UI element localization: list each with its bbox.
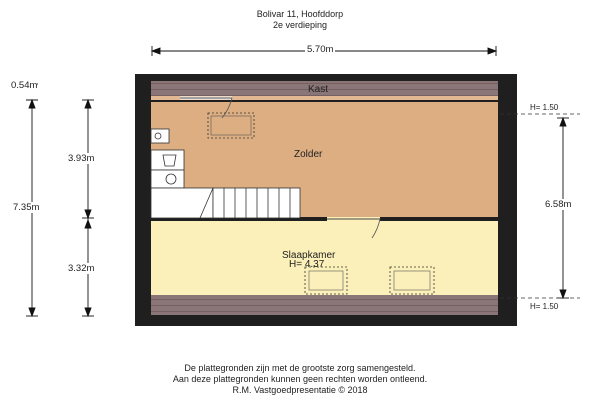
staircase	[213, 188, 300, 218]
room-height-slaapkamer: H= 4.37	[289, 259, 325, 270]
washing-machine	[151, 170, 184, 188]
boiler	[151, 129, 169, 143]
dimension-right-label: 6.58m	[545, 199, 572, 210]
header-floor: 2e verdieping	[272, 20, 328, 30]
dryer	[151, 150, 184, 170]
room-label-kast: Kast	[308, 84, 329, 95]
ceiling-mark-bottom: H= 1.50	[530, 302, 559, 311]
ceiling-mark-top: H= 1.50	[530, 103, 559, 112]
stair-landing	[151, 188, 213, 218]
dimension-left-inner	[82, 100, 94, 316]
kast-wall	[151, 100, 498, 102]
dimension-left-lower-label: 3.32m	[68, 263, 95, 274]
footer-line-1: De plattegronden zijn met de grootste zorg samengesteld.	[184, 363, 416, 373]
header-address: Bolivar 11, Hoofddorp	[256, 9, 344, 19]
footer-line-3: R.M. Vastgoedpresentatie © 2018	[232, 385, 368, 395]
room-label-slaapkamer: Slaapkamer	[282, 250, 336, 261]
footer-line-2: Aan deze plattegronden kunnen geen rechten worden ontleend.	[172, 374, 428, 384]
roof-slope-bottom	[151, 295, 498, 315]
dimension-left-top-label: 0.54m	[11, 80, 38, 91]
dimension-left-total-label: 7.35m	[13, 202, 40, 213]
dimension-width-label: 5.70m	[307, 44, 334, 55]
dimension-left-upper-label: 3.93m	[68, 153, 95, 164]
room-label-zolder: Zolder	[294, 149, 323, 160]
